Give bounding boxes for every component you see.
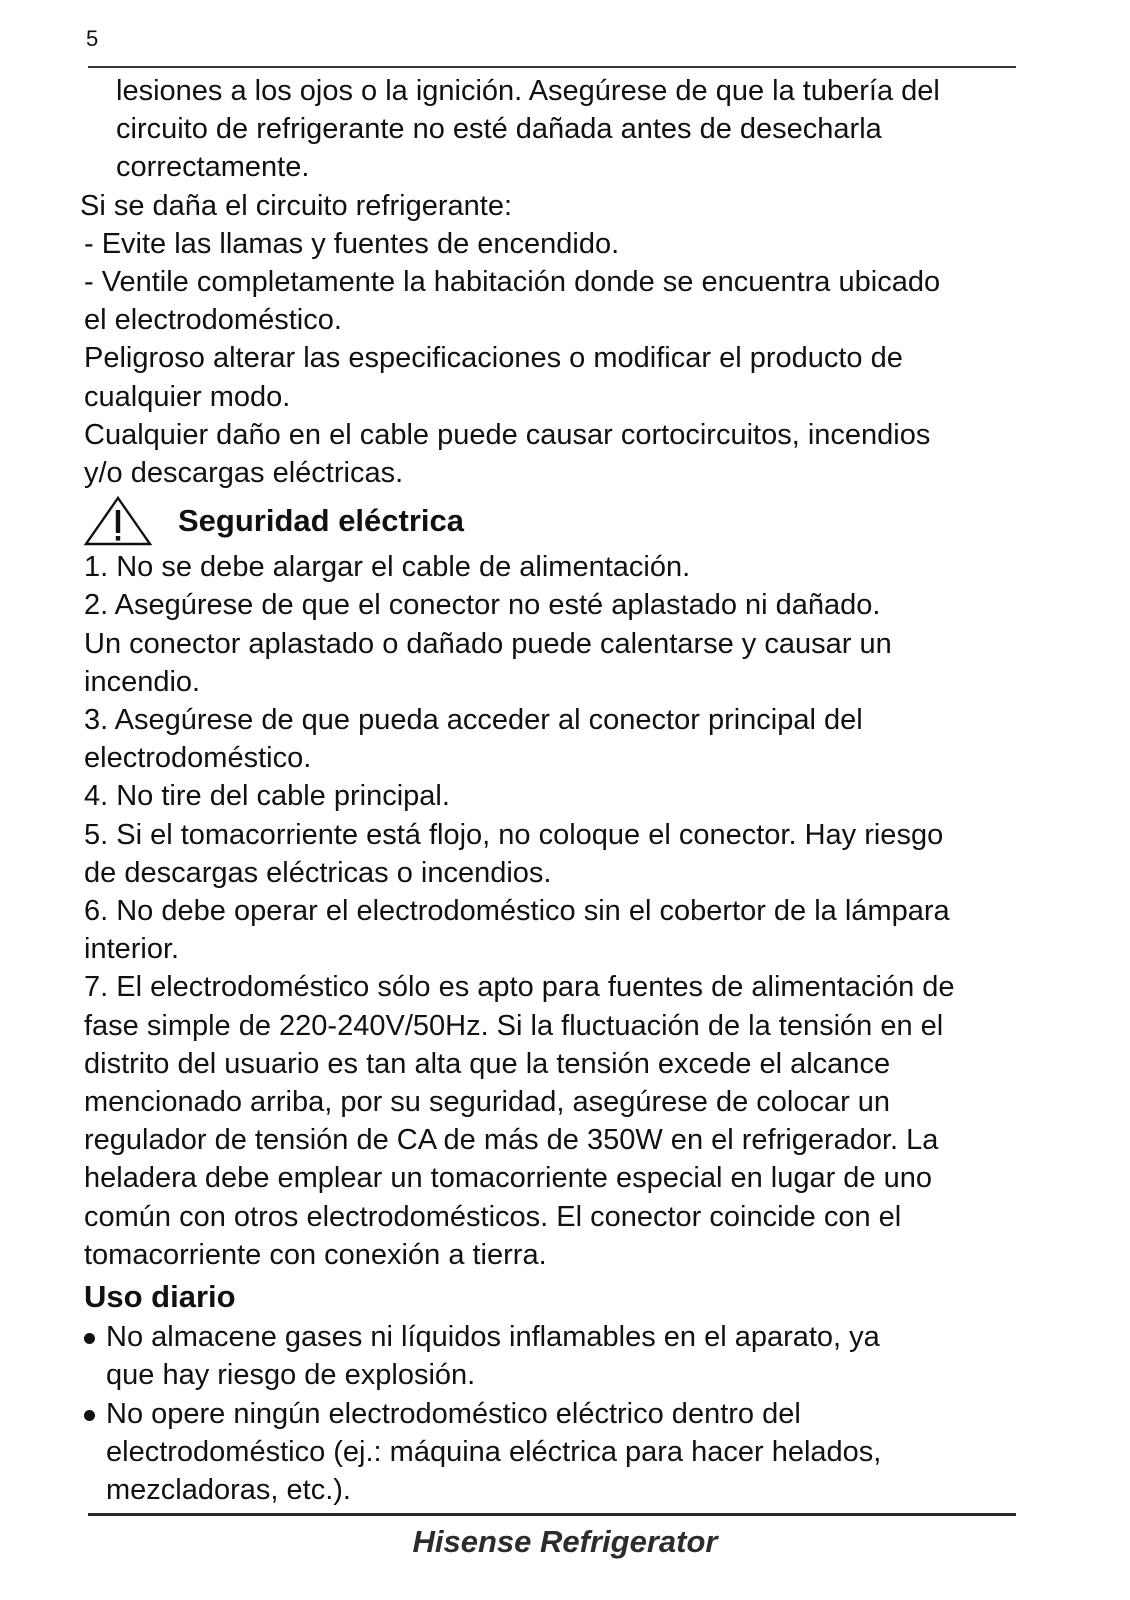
safety-item xyxy=(84,777,1064,815)
bullet-icon xyxy=(84,1410,95,1421)
text-line: interior. xyxy=(84,933,180,966)
warning-paragraph xyxy=(84,339,1064,415)
text-line: mezcladoras, etc.). xyxy=(106,1473,351,1506)
page-number: 5 xyxy=(86,26,99,51)
page-content xyxy=(80,72,1064,1509)
text-line: cualquier modo. xyxy=(84,380,291,413)
text-line: incendio. xyxy=(84,665,201,698)
top-divider xyxy=(88,66,1016,68)
text-line: 1. No se debe alargar el cable de alimentación. xyxy=(84,551,691,584)
text-line: electrodoméstico (ej.: máquina eléctrica para hacer helados, xyxy=(106,1435,882,1468)
text-line: 4. No tire del cable principal. xyxy=(84,780,450,813)
daily-use-heading: Uso diario xyxy=(84,1279,236,1315)
circuit-damage-lead: Si se daña el circuito refrigerante: xyxy=(80,189,512,222)
safety-item xyxy=(84,892,1064,968)
continued-paragraph xyxy=(84,72,1064,187)
text-line: 2. Asegúrese de que el conector no esté aplastado ni dañado. xyxy=(84,589,881,622)
electrical-safety-heading xyxy=(84,494,1064,548)
text-line: heladera debe emplear un tomacorriente especial en lugar de uno xyxy=(84,1162,933,1195)
safety-item xyxy=(84,701,1064,777)
circuit-damage-step xyxy=(84,263,1064,339)
safety-item xyxy=(84,968,1064,1274)
text-line: común con otros electrodomésticos. El conector coincide con el xyxy=(84,1200,902,1233)
text-line: que hay riesgo de explosión. xyxy=(106,1359,476,1392)
safety-item xyxy=(84,816,1064,892)
text-line: Un conector aplastado o dañado puede calentarse y causar un xyxy=(84,627,892,660)
text-line: - Evite las llamas y fuentes de encendido. xyxy=(84,227,620,260)
text-line: regulador de tensión de CA de más de 350W en el refrigerador. La xyxy=(84,1124,939,1157)
text-line: de descargas eléctricas o incendios. xyxy=(84,856,552,889)
text-line: y/o descargas eléctricas. xyxy=(84,457,404,490)
bottom-divider xyxy=(88,1513,1016,1516)
text-line: lesiones a los ojos o la ignición. Asegúrese de que la tubería del xyxy=(116,75,940,107)
text-line: distrito del usuario es tan alta que la tensión excede el alcance xyxy=(84,1047,891,1080)
text-line: correctamente. xyxy=(116,151,310,184)
circuit-damage-step xyxy=(84,225,1064,263)
text-line: 3. Asegúrese de que pueda acceder al conector principal del xyxy=(84,704,863,737)
text-line: electrodoméstico. xyxy=(84,742,312,775)
text-line: Cualquier daño en el cable puede causar cortocircuitos, incendios xyxy=(84,418,931,451)
text-line: - Ventile completamente la habitación donde se encuentra ubicado xyxy=(84,266,941,299)
safety-item xyxy=(84,548,1064,586)
text-line: 6. No debe operar el electrodoméstico sin el cobertor de la lámpara xyxy=(84,895,950,928)
warning-paragraph xyxy=(84,416,1064,492)
text-line: mencionado arriba, por su seguridad, asegúrese de colocar un xyxy=(84,1086,891,1119)
text-line: 5. Si el tomacorriente está flojo, no coloque el conector. Hay riesgo xyxy=(84,818,944,851)
bullet-icon xyxy=(84,1333,95,1344)
safety-item xyxy=(84,586,1064,701)
text-line: circuito de refrigerante no esté dañada antes de desecharla xyxy=(116,113,882,146)
daily-use-bullet xyxy=(84,1318,1064,1394)
text-line: No almacene gases ni líquidos inflamables en el aparato, ya xyxy=(106,1321,880,1354)
text-line: el electrodoméstico. xyxy=(84,304,342,337)
daily-use-bullet xyxy=(84,1395,1064,1510)
text-line: fase simple de 220-240V/50Hz. Si la fluctuación de la tensión en el xyxy=(84,1009,944,1042)
text-line: 7. El electrodoméstico sólo es apto para fuentes de alimentación de xyxy=(84,971,955,1004)
warning-triangle-icon xyxy=(84,495,154,547)
text-line: No opere ningún electrodoméstico eléctrico dentro del xyxy=(106,1397,801,1430)
section-title: Seguridad eléctrica xyxy=(178,503,465,539)
text-line: Peligroso alterar las especificaciones o modificar el producto de xyxy=(84,342,903,375)
footer-brand: Hisense Refrigerator xyxy=(412,1524,718,1559)
text-line: tomacorriente con conexión a tierra. xyxy=(84,1238,547,1271)
